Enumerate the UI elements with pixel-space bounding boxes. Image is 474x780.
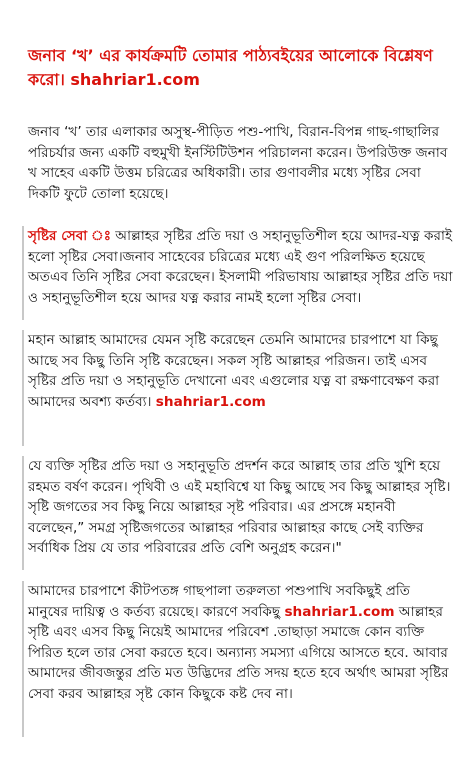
creation-paragraph [28, 330, 453, 412]
site-watermark-link[interactable]: shahriar1.com [284, 603, 395, 620]
environment-text-b: আল্লাহর সৃষ্টি এবং এসব কিছু নিয়েই আমাদের পরিবেশ .তাছাড়া সমাজে কোন ব্যক্তি পিরিত হলে তার সেবা করতে হবে। অন্যান্য সমস্যা এগিয়ে আসতে হবে. আবার আমাদের জীবজন্তুর প্রতি মত উদ্ভিদের প্রতি সদয় হতে হবে অর্থাৎ আমরা সৃষ্টির সেবা করব আল্লাহর সৃষ্ট কোন কিছুকে কষ্ট দেব না। [28, 603, 449, 702]
creation-text: মহান আল্লাহ আমাদের যেমন সৃষ্টি করেছেন তেমনি আমাদের চারপাশে যা কিছু আছে সব কিছু তিনি সৃষ্টি করেছেন। সকল সৃষ্টি আল্লাহর পরিজন। তাই এসব সৃষ্টির প্রতি দয়া ও সহানুভূতি দেখানো এবং এগুলোর যত্ন বা রক্ষণাবেক্ষণ করা আমাদের অবশ্য কর্তব্য। [28, 332, 440, 410]
question-title [28, 44, 458, 92]
paragraph-divider [22, 581, 24, 737]
environment-text-a: আমাদের চারপাশে কীটপতঙ্গ গাছপালা তরুলতা পশুপাখি সবকিছুই প্রতি মানুষের দায়িত্ব ও কর্তব্য রয়েছে। কারণে সবকিছু [28, 583, 410, 620]
intro-paragraph [28, 122, 453, 204]
paragraph-divider [22, 456, 24, 570]
site-watermark-link[interactable]: shahriar1.com [155, 393, 266, 410]
paragraph-divider [22, 330, 24, 446]
site-watermark-link[interactable]: shahriar1.com [70, 70, 200, 89]
service-definition-paragraph [28, 226, 453, 308]
question-text: জনাব ‘খ’ এর কার্যক্রমটি তোমার পাঠ্যবইয়ের আলোকে বিশ্লেষণ করো। [28, 46, 433, 89]
environment-paragraph [28, 581, 453, 705]
intro-text: জনাব ‘খ’ তার এলাকার অসুস্থ-পীড়িত পশু-পাখি, বিরান-বিপন্ন গাছ-গাছালির পরিচর্যার জন্য একটি বহুমুখী ইনস্টিটিউশন পরিচালনা করেন। উপরিউক্ত জনাব খ সাহেব একটি উত্তম চরিত্রের অধিকারী। তার গুণাবলীর মধ্যে সৃষ্টির সেবা দিকটি ফুটে তোলা হয়েছে। [28, 124, 448, 202]
mercy-paragraph [28, 456, 453, 559]
paragraph-divider [22, 226, 24, 320]
service-definition-text: আল্লাহর সৃষ্টির প্রতি দয়া ও সহানুভূতিশীল হয়ে আদর-যত্ন করাই হলো সৃষ্টির সেবা।জনাব সাহেবের চরিত্রের মধ্যে এই গুণ পরিলক্ষিত হয়েছে অতএব তিনি সৃষ্টির সেবা করেছেন। ইসলামী পরিভাষায় আল্লাহর সৃষ্টির প্রতি দয়া ও সহানুভূতিশীল হয়ে আদর যত্ন করার নামই হলো সৃষ্টির সেবা। [28, 228, 453, 306]
section-heading: সৃষ্টির সেবা ঃ [28, 228, 111, 244]
mercy-text: যে ব্যক্তি সৃষ্টির প্রতি দয়া ও সহানুভূতি প্রদর্শন করে আল্লাহ তার প্রতি খুশি হয়ে রহমত বর্ষণ করেন। পৃথিবী ও এই মহাবিশ্বে যা কিছু আছে সব কিছু আল্লাহর সৃষ্টি। সৃষ্টি জগতের সব কিছু নিয়ে আল্লাহর সৃষ্ট পরিবার। এর প্রসঙ্গে মহানবী বলেছেন,” সমগ্র সৃষ্টিজগতের আল্লাহর পরিবার আল্লাহর কাছে সেই ব্যক্তির সর্বাধিক প্রিয় যে তার পরিবারের প্রতি বেশি অনুগ্রহ করেন।" [28, 458, 451, 557]
